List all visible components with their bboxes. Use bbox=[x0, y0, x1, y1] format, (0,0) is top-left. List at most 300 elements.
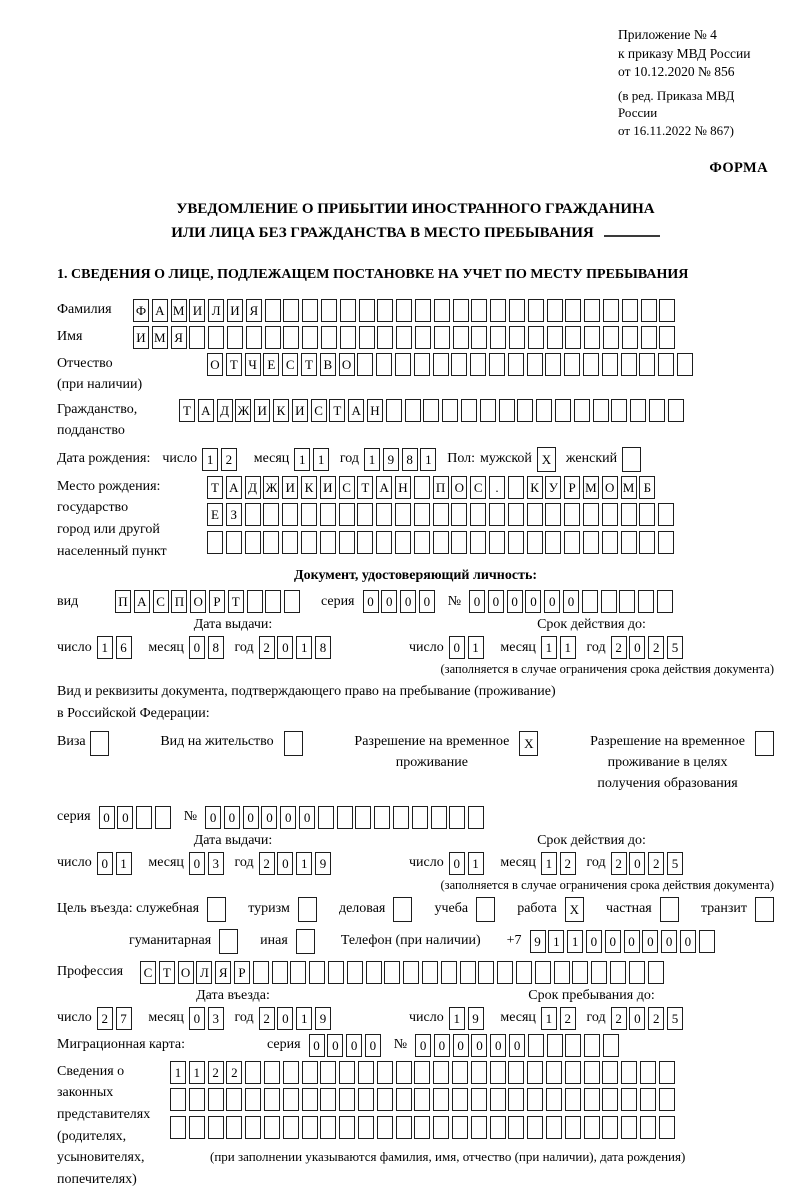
char-cell[interactable] bbox=[357, 531, 373, 554]
char-cell[interactable] bbox=[283, 326, 299, 349]
char-cell[interactable]: Е bbox=[263, 353, 279, 376]
char-cell[interactable]: И bbox=[254, 399, 270, 422]
char-cell[interactable]: 1 bbox=[189, 1061, 205, 1084]
char-cell[interactable]: В bbox=[320, 353, 336, 376]
char-cell[interactable]: 0 bbox=[277, 852, 293, 875]
char-cell[interactable] bbox=[621, 503, 637, 526]
char-cell[interactable] bbox=[546, 1088, 562, 1111]
char-cell[interactable] bbox=[320, 1061, 336, 1084]
char-cell[interactable] bbox=[265, 590, 281, 613]
char-cell[interactable] bbox=[414, 531, 430, 554]
char-cell[interactable]: К bbox=[301, 476, 317, 499]
char-cell[interactable] bbox=[340, 326, 356, 349]
char-cell[interactable] bbox=[207, 897, 226, 922]
char-cell[interactable]: 2 bbox=[611, 852, 627, 875]
char-cell[interactable] bbox=[564, 353, 580, 376]
char-cell[interactable] bbox=[283, 299, 299, 322]
char-cell[interactable]: И bbox=[320, 476, 336, 499]
char-cell[interactable] bbox=[755, 897, 774, 922]
char-cell[interactable] bbox=[490, 1061, 506, 1084]
char-cell[interactable] bbox=[489, 531, 505, 554]
char-cell[interactable] bbox=[301, 503, 317, 526]
char-cell[interactable]: 9 bbox=[468, 1007, 484, 1030]
char-cell[interactable]: П bbox=[171, 590, 187, 613]
char-cell[interactable] bbox=[227, 326, 243, 349]
char-cell[interactable] bbox=[499, 399, 515, 422]
char-cell[interactable] bbox=[208, 1116, 224, 1139]
char-cell[interactable] bbox=[377, 299, 393, 322]
char-cell[interactable]: 0 bbox=[449, 852, 465, 875]
char-cell[interactable] bbox=[640, 1088, 656, 1111]
char-cell[interactable] bbox=[470, 531, 486, 554]
char-cell[interactable] bbox=[264, 1088, 280, 1111]
char-cell[interactable] bbox=[283, 1116, 299, 1139]
char-cell[interactable] bbox=[339, 531, 355, 554]
char-cell[interactable] bbox=[302, 1116, 318, 1139]
char-cell[interactable]: П bbox=[433, 476, 449, 499]
char-cell[interactable] bbox=[527, 1088, 543, 1111]
char-cell[interactable] bbox=[490, 1088, 506, 1111]
char-cell[interactable]: 3 bbox=[208, 852, 224, 875]
char-cell[interactable]: 0 bbox=[453, 1034, 469, 1057]
char-cell[interactable] bbox=[433, 353, 449, 376]
char-cell[interactable]: О bbox=[339, 353, 355, 376]
char-cell[interactable] bbox=[476, 897, 495, 922]
char-cell[interactable]: 0 bbox=[400, 590, 416, 613]
char-cell[interactable] bbox=[639, 531, 655, 554]
char-cell[interactable]: Ч bbox=[245, 353, 261, 376]
char-cell[interactable] bbox=[602, 1061, 618, 1084]
char-cell[interactable]: 9 bbox=[315, 1007, 331, 1030]
char-cell[interactable] bbox=[658, 531, 674, 554]
char-cell[interactable]: 0 bbox=[363, 590, 379, 613]
char-cell[interactable] bbox=[265, 299, 281, 322]
char-cell[interactable]: 0 bbox=[280, 806, 296, 829]
char-cell[interactable] bbox=[528, 299, 544, 322]
char-cell[interactable]: 2 bbox=[259, 852, 275, 875]
char-cell[interactable] bbox=[433, 1061, 449, 1084]
char-cell[interactable] bbox=[490, 1116, 506, 1139]
char-cell[interactable] bbox=[359, 299, 375, 322]
char-cell[interactable] bbox=[497, 961, 513, 984]
char-cell[interactable]: М bbox=[583, 476, 599, 499]
char-cell[interactable] bbox=[414, 1088, 430, 1111]
char-cell[interactable]: С bbox=[339, 476, 355, 499]
char-cell[interactable] bbox=[584, 299, 600, 322]
char-cell[interactable]: Ж bbox=[263, 476, 279, 499]
char-cell[interactable] bbox=[509, 326, 525, 349]
char-cell[interactable] bbox=[247, 590, 263, 613]
char-cell[interactable] bbox=[658, 503, 674, 526]
char-cell[interactable] bbox=[619, 590, 635, 613]
char-cell[interactable]: 0 bbox=[299, 806, 315, 829]
char-cell[interactable] bbox=[591, 961, 607, 984]
char-cell[interactable] bbox=[508, 531, 524, 554]
char-cell[interactable]: С bbox=[153, 590, 169, 613]
char-cell[interactable]: 1 bbox=[541, 636, 557, 659]
char-cell[interactable] bbox=[602, 503, 618, 526]
char-cell[interactable]: 2 bbox=[648, 852, 664, 875]
char-cell[interactable] bbox=[602, 353, 618, 376]
char-cell[interactable] bbox=[660, 897, 679, 922]
char-cell[interactable] bbox=[357, 503, 373, 526]
char-cell[interactable]: 0 bbox=[680, 930, 696, 953]
char-cell[interactable]: 2 bbox=[560, 1007, 576, 1030]
char-cell[interactable]: 0 bbox=[327, 1034, 343, 1057]
char-cell[interactable] bbox=[376, 503, 392, 526]
char-cell[interactable]: 1 bbox=[202, 448, 218, 471]
char-cell[interactable]: 0 bbox=[99, 806, 115, 829]
char-cell[interactable]: М bbox=[621, 476, 637, 499]
char-cell[interactable]: 2 bbox=[611, 636, 627, 659]
char-cell[interactable] bbox=[489, 503, 505, 526]
char-cell[interactable]: 0 bbox=[261, 806, 277, 829]
char-cell[interactable] bbox=[572, 961, 588, 984]
char-cell[interactable]: Т bbox=[228, 590, 244, 613]
char-cell[interactable]: С bbox=[311, 399, 327, 422]
char-cell[interactable]: 0 bbox=[525, 590, 541, 613]
char-cell[interactable]: И bbox=[292, 399, 308, 422]
char-cell[interactable] bbox=[339, 1116, 355, 1139]
char-cell[interactable] bbox=[396, 1116, 412, 1139]
char-cell[interactable] bbox=[602, 531, 618, 554]
char-cell[interactable]: 0 bbox=[507, 590, 523, 613]
char-cell[interactable]: 0 bbox=[449, 636, 465, 659]
char-cell[interactable] bbox=[554, 961, 570, 984]
char-cell[interactable] bbox=[396, 1061, 412, 1084]
char-cell[interactable] bbox=[340, 299, 356, 322]
char-cell[interactable]: Ф bbox=[133, 299, 149, 322]
char-cell[interactable] bbox=[527, 503, 543, 526]
char-cell[interactable] bbox=[528, 1034, 544, 1057]
char-cell[interactable] bbox=[564, 503, 580, 526]
char-cell[interactable]: Т bbox=[226, 353, 242, 376]
char-cell[interactable] bbox=[320, 503, 336, 526]
char-cell[interactable] bbox=[263, 531, 279, 554]
char-cell[interactable] bbox=[471, 1116, 487, 1139]
char-cell[interactable] bbox=[189, 1088, 205, 1111]
char-cell[interactable]: О bbox=[207, 353, 223, 376]
char-cell[interactable] bbox=[528, 326, 544, 349]
char-cell[interactable]: 1 bbox=[313, 448, 329, 471]
char-cell[interactable] bbox=[545, 503, 561, 526]
char-cell[interactable] bbox=[245, 1088, 261, 1111]
char-cell[interactable] bbox=[508, 503, 524, 526]
char-cell[interactable] bbox=[374, 806, 390, 829]
char-cell[interactable]: 0 bbox=[309, 1034, 325, 1057]
char-cell[interactable] bbox=[136, 806, 152, 829]
char-cell[interactable]: Т bbox=[179, 399, 195, 422]
char-cell[interactable]: 2 bbox=[611, 1007, 627, 1030]
char-cell[interactable] bbox=[564, 531, 580, 554]
char-cell[interactable]: Т bbox=[159, 961, 175, 984]
char-cell[interactable] bbox=[384, 961, 400, 984]
char-cell[interactable]: Т bbox=[207, 476, 223, 499]
char-cell[interactable] bbox=[434, 326, 450, 349]
char-cell[interactable]: 0 bbox=[189, 1007, 205, 1030]
char-cell[interactable]: 1 bbox=[294, 448, 310, 471]
char-cell[interactable]: 0 bbox=[243, 806, 259, 829]
char-cell[interactable] bbox=[639, 503, 655, 526]
char-cell[interactable] bbox=[434, 299, 450, 322]
char-cell[interactable]: 2 bbox=[648, 636, 664, 659]
char-cell[interactable] bbox=[302, 299, 318, 322]
char-cell[interactable]: 8 bbox=[402, 448, 418, 471]
char-cell[interactable] bbox=[395, 503, 411, 526]
char-cell[interactable]: А bbox=[152, 299, 168, 322]
char-cell[interactable] bbox=[490, 326, 506, 349]
char-cell[interactable]: 2 bbox=[560, 852, 576, 875]
char-cell[interactable] bbox=[603, 1034, 619, 1057]
char-cell[interactable]: 1 bbox=[560, 636, 576, 659]
char-cell[interactable] bbox=[395, 531, 411, 554]
char-cell[interactable] bbox=[527, 531, 543, 554]
char-cell[interactable] bbox=[659, 1061, 675, 1084]
char-cell[interactable] bbox=[433, 531, 449, 554]
char-cell[interactable] bbox=[283, 1061, 299, 1084]
char-cell[interactable] bbox=[621, 353, 637, 376]
char-cell[interactable] bbox=[641, 326, 657, 349]
char-cell[interactable] bbox=[453, 326, 469, 349]
char-cell[interactable] bbox=[405, 399, 421, 422]
char-cell[interactable] bbox=[508, 476, 524, 499]
char-cell[interactable] bbox=[245, 531, 261, 554]
char-cell[interactable]: 7 bbox=[116, 1007, 132, 1030]
char-cell[interactable]: X bbox=[565, 897, 584, 922]
char-cell[interactable] bbox=[301, 531, 317, 554]
char-cell[interactable]: 0 bbox=[605, 930, 621, 953]
char-cell[interactable] bbox=[170, 1116, 186, 1139]
char-cell[interactable]: 2 bbox=[259, 1007, 275, 1030]
char-cell[interactable] bbox=[621, 1116, 637, 1139]
char-cell[interactable] bbox=[208, 1088, 224, 1111]
char-cell[interactable]: 8 bbox=[315, 636, 331, 659]
char-cell[interactable] bbox=[583, 353, 599, 376]
char-cell[interactable] bbox=[659, 299, 675, 322]
char-cell[interactable]: А bbox=[348, 399, 364, 422]
char-cell[interactable] bbox=[396, 326, 412, 349]
char-cell[interactable] bbox=[320, 1088, 336, 1111]
char-cell[interactable] bbox=[471, 299, 487, 322]
char-cell[interactable] bbox=[565, 1116, 581, 1139]
char-cell[interactable] bbox=[245, 1061, 261, 1084]
char-cell[interactable] bbox=[253, 961, 269, 984]
char-cell[interactable] bbox=[328, 961, 344, 984]
char-cell[interactable]: 1 bbox=[97, 636, 113, 659]
char-cell[interactable]: 0 bbox=[189, 636, 205, 659]
char-cell[interactable]: Б bbox=[639, 476, 655, 499]
char-cell[interactable]: 0 bbox=[490, 1034, 506, 1057]
char-cell[interactable]: Т bbox=[329, 399, 345, 422]
char-cell[interactable] bbox=[358, 1061, 374, 1084]
char-cell[interactable]: Я bbox=[215, 961, 231, 984]
char-cell[interactable]: А bbox=[198, 399, 214, 422]
char-cell[interactable]: З bbox=[226, 503, 242, 526]
char-cell[interactable]: Д bbox=[217, 399, 233, 422]
char-cell[interactable] bbox=[659, 326, 675, 349]
char-cell[interactable]: 0 bbox=[471, 1034, 487, 1057]
char-cell[interactable]: 0 bbox=[277, 1007, 293, 1030]
char-cell[interactable] bbox=[536, 399, 552, 422]
char-cell[interactable]: О bbox=[451, 476, 467, 499]
char-cell[interactable] bbox=[170, 1088, 186, 1111]
char-cell[interactable] bbox=[226, 531, 242, 554]
char-cell[interactable]: 9 bbox=[383, 448, 399, 471]
char-cell[interactable] bbox=[302, 1061, 318, 1084]
char-cell[interactable]: 5 bbox=[667, 636, 683, 659]
char-cell[interactable] bbox=[640, 1116, 656, 1139]
char-cell[interactable] bbox=[366, 961, 382, 984]
char-cell[interactable]: 0 bbox=[642, 930, 658, 953]
char-cell[interactable] bbox=[621, 1088, 637, 1111]
char-cell[interactable] bbox=[638, 590, 654, 613]
char-cell[interactable]: А bbox=[226, 476, 242, 499]
char-cell[interactable] bbox=[547, 1034, 563, 1057]
char-cell[interactable] bbox=[527, 1116, 543, 1139]
char-cell[interactable]: 2 bbox=[221, 448, 237, 471]
char-cell[interactable] bbox=[226, 1088, 242, 1111]
char-cell[interactable]: Ж bbox=[235, 399, 251, 422]
char-cell[interactable] bbox=[298, 897, 317, 922]
char-cell[interactable] bbox=[508, 1088, 524, 1111]
char-cell[interactable]: Т bbox=[301, 353, 317, 376]
char-cell[interactable] bbox=[265, 326, 281, 349]
char-cell[interactable]: 0 bbox=[346, 1034, 362, 1057]
char-cell[interactable] bbox=[339, 503, 355, 526]
char-cell[interactable] bbox=[246, 326, 262, 349]
char-cell[interactable] bbox=[433, 503, 449, 526]
char-cell[interactable]: Н bbox=[395, 476, 411, 499]
char-cell[interactable] bbox=[490, 299, 506, 322]
char-cell[interactable]: 5 bbox=[667, 852, 683, 875]
char-cell[interactable]: 1 bbox=[468, 636, 484, 659]
char-cell[interactable]: Я bbox=[246, 299, 262, 322]
char-cell[interactable] bbox=[516, 961, 532, 984]
char-cell[interactable] bbox=[471, 1061, 487, 1084]
char-cell[interactable] bbox=[584, 1088, 600, 1111]
char-cell[interactable] bbox=[622, 299, 638, 322]
char-cell[interactable] bbox=[451, 353, 467, 376]
char-cell[interactable] bbox=[565, 1061, 581, 1084]
char-cell[interactable] bbox=[630, 399, 646, 422]
char-cell[interactable] bbox=[622, 447, 641, 472]
char-cell[interactable]: М bbox=[152, 326, 168, 349]
char-cell[interactable] bbox=[453, 299, 469, 322]
char-cell[interactable] bbox=[358, 1088, 374, 1111]
char-cell[interactable]: 1 bbox=[567, 930, 583, 953]
char-cell[interactable]: 1 bbox=[296, 852, 312, 875]
char-cell[interactable] bbox=[337, 806, 353, 829]
char-cell[interactable]: 0 bbox=[563, 590, 579, 613]
char-cell[interactable] bbox=[584, 326, 600, 349]
char-cell[interactable] bbox=[471, 326, 487, 349]
char-cell[interactable]: 3 bbox=[208, 1007, 224, 1030]
char-cell[interactable]: 0 bbox=[629, 852, 645, 875]
char-cell[interactable] bbox=[263, 503, 279, 526]
char-cell[interactable]: 0 bbox=[189, 852, 205, 875]
char-cell[interactable]: 1 bbox=[541, 852, 557, 875]
char-cell[interactable]: Р bbox=[564, 476, 580, 499]
char-cell[interactable]: X bbox=[519, 731, 538, 756]
char-cell[interactable] bbox=[470, 503, 486, 526]
char-cell[interactable]: Я bbox=[171, 326, 187, 349]
char-cell[interactable] bbox=[207, 531, 223, 554]
char-cell[interactable]: 0 bbox=[117, 806, 133, 829]
char-cell[interactable] bbox=[414, 1061, 430, 1084]
char-cell[interactable] bbox=[339, 1088, 355, 1111]
char-cell[interactable]: X bbox=[537, 447, 556, 472]
char-cell[interactable]: 0 bbox=[488, 590, 504, 613]
char-cell[interactable]: Д bbox=[245, 476, 261, 499]
char-cell[interactable]: Л bbox=[208, 299, 224, 322]
char-cell[interactable]: 1 bbox=[116, 852, 132, 875]
char-cell[interactable]: С bbox=[282, 353, 298, 376]
char-cell[interactable] bbox=[264, 1061, 280, 1084]
char-cell[interactable] bbox=[414, 503, 430, 526]
char-cell[interactable] bbox=[415, 326, 431, 349]
char-cell[interactable]: 0 bbox=[97, 852, 113, 875]
char-cell[interactable]: 0 bbox=[224, 806, 240, 829]
char-cell[interactable] bbox=[621, 1061, 637, 1084]
char-cell[interactable] bbox=[414, 476, 430, 499]
char-cell[interactable] bbox=[376, 531, 392, 554]
char-cell[interactable] bbox=[451, 503, 467, 526]
char-cell[interactable] bbox=[648, 961, 664, 984]
char-cell[interactable]: 1 bbox=[170, 1061, 186, 1084]
char-cell[interactable]: 0 bbox=[434, 1034, 450, 1057]
char-cell[interactable] bbox=[489, 353, 505, 376]
char-cell[interactable] bbox=[460, 961, 476, 984]
char-cell[interactable] bbox=[377, 1061, 393, 1084]
char-cell[interactable] bbox=[321, 326, 337, 349]
char-cell[interactable]: 2 bbox=[648, 1007, 664, 1030]
char-cell[interactable]: 0 bbox=[419, 590, 435, 613]
char-cell[interactable]: 0 bbox=[469, 590, 485, 613]
char-cell[interactable]: Т bbox=[357, 476, 373, 499]
char-cell[interactable] bbox=[219, 929, 238, 954]
char-cell[interactable]: 1 bbox=[296, 636, 312, 659]
char-cell[interactable] bbox=[355, 806, 371, 829]
char-cell[interactable]: О bbox=[602, 476, 618, 499]
char-cell[interactable] bbox=[282, 503, 298, 526]
char-cell[interactable]: 1 bbox=[548, 930, 564, 953]
char-cell[interactable] bbox=[470, 353, 486, 376]
char-cell[interactable] bbox=[423, 399, 439, 422]
char-cell[interactable] bbox=[478, 961, 494, 984]
char-cell[interactable]: Н bbox=[367, 399, 383, 422]
char-cell[interactable] bbox=[547, 299, 563, 322]
char-cell[interactable] bbox=[649, 399, 665, 422]
char-cell[interactable]: 1 bbox=[364, 448, 380, 471]
char-cell[interactable] bbox=[593, 399, 609, 422]
char-cell[interactable] bbox=[245, 503, 261, 526]
char-cell[interactable] bbox=[290, 961, 306, 984]
char-cell[interactable] bbox=[357, 353, 373, 376]
char-cell[interactable] bbox=[396, 299, 412, 322]
char-cell[interactable]: 9 bbox=[315, 852, 331, 875]
char-cell[interactable] bbox=[639, 353, 655, 376]
char-cell[interactable]: 0 bbox=[205, 806, 221, 829]
char-cell[interactable] bbox=[155, 806, 171, 829]
char-cell[interactable]: 2 bbox=[226, 1061, 242, 1084]
char-cell[interactable]: М bbox=[171, 299, 187, 322]
char-cell[interactable] bbox=[320, 531, 336, 554]
char-cell[interactable] bbox=[610, 961, 626, 984]
char-cell[interactable] bbox=[508, 1061, 524, 1084]
char-cell[interactable] bbox=[412, 806, 428, 829]
char-cell[interactable]: К bbox=[527, 476, 543, 499]
char-cell[interactable] bbox=[452, 1061, 468, 1084]
